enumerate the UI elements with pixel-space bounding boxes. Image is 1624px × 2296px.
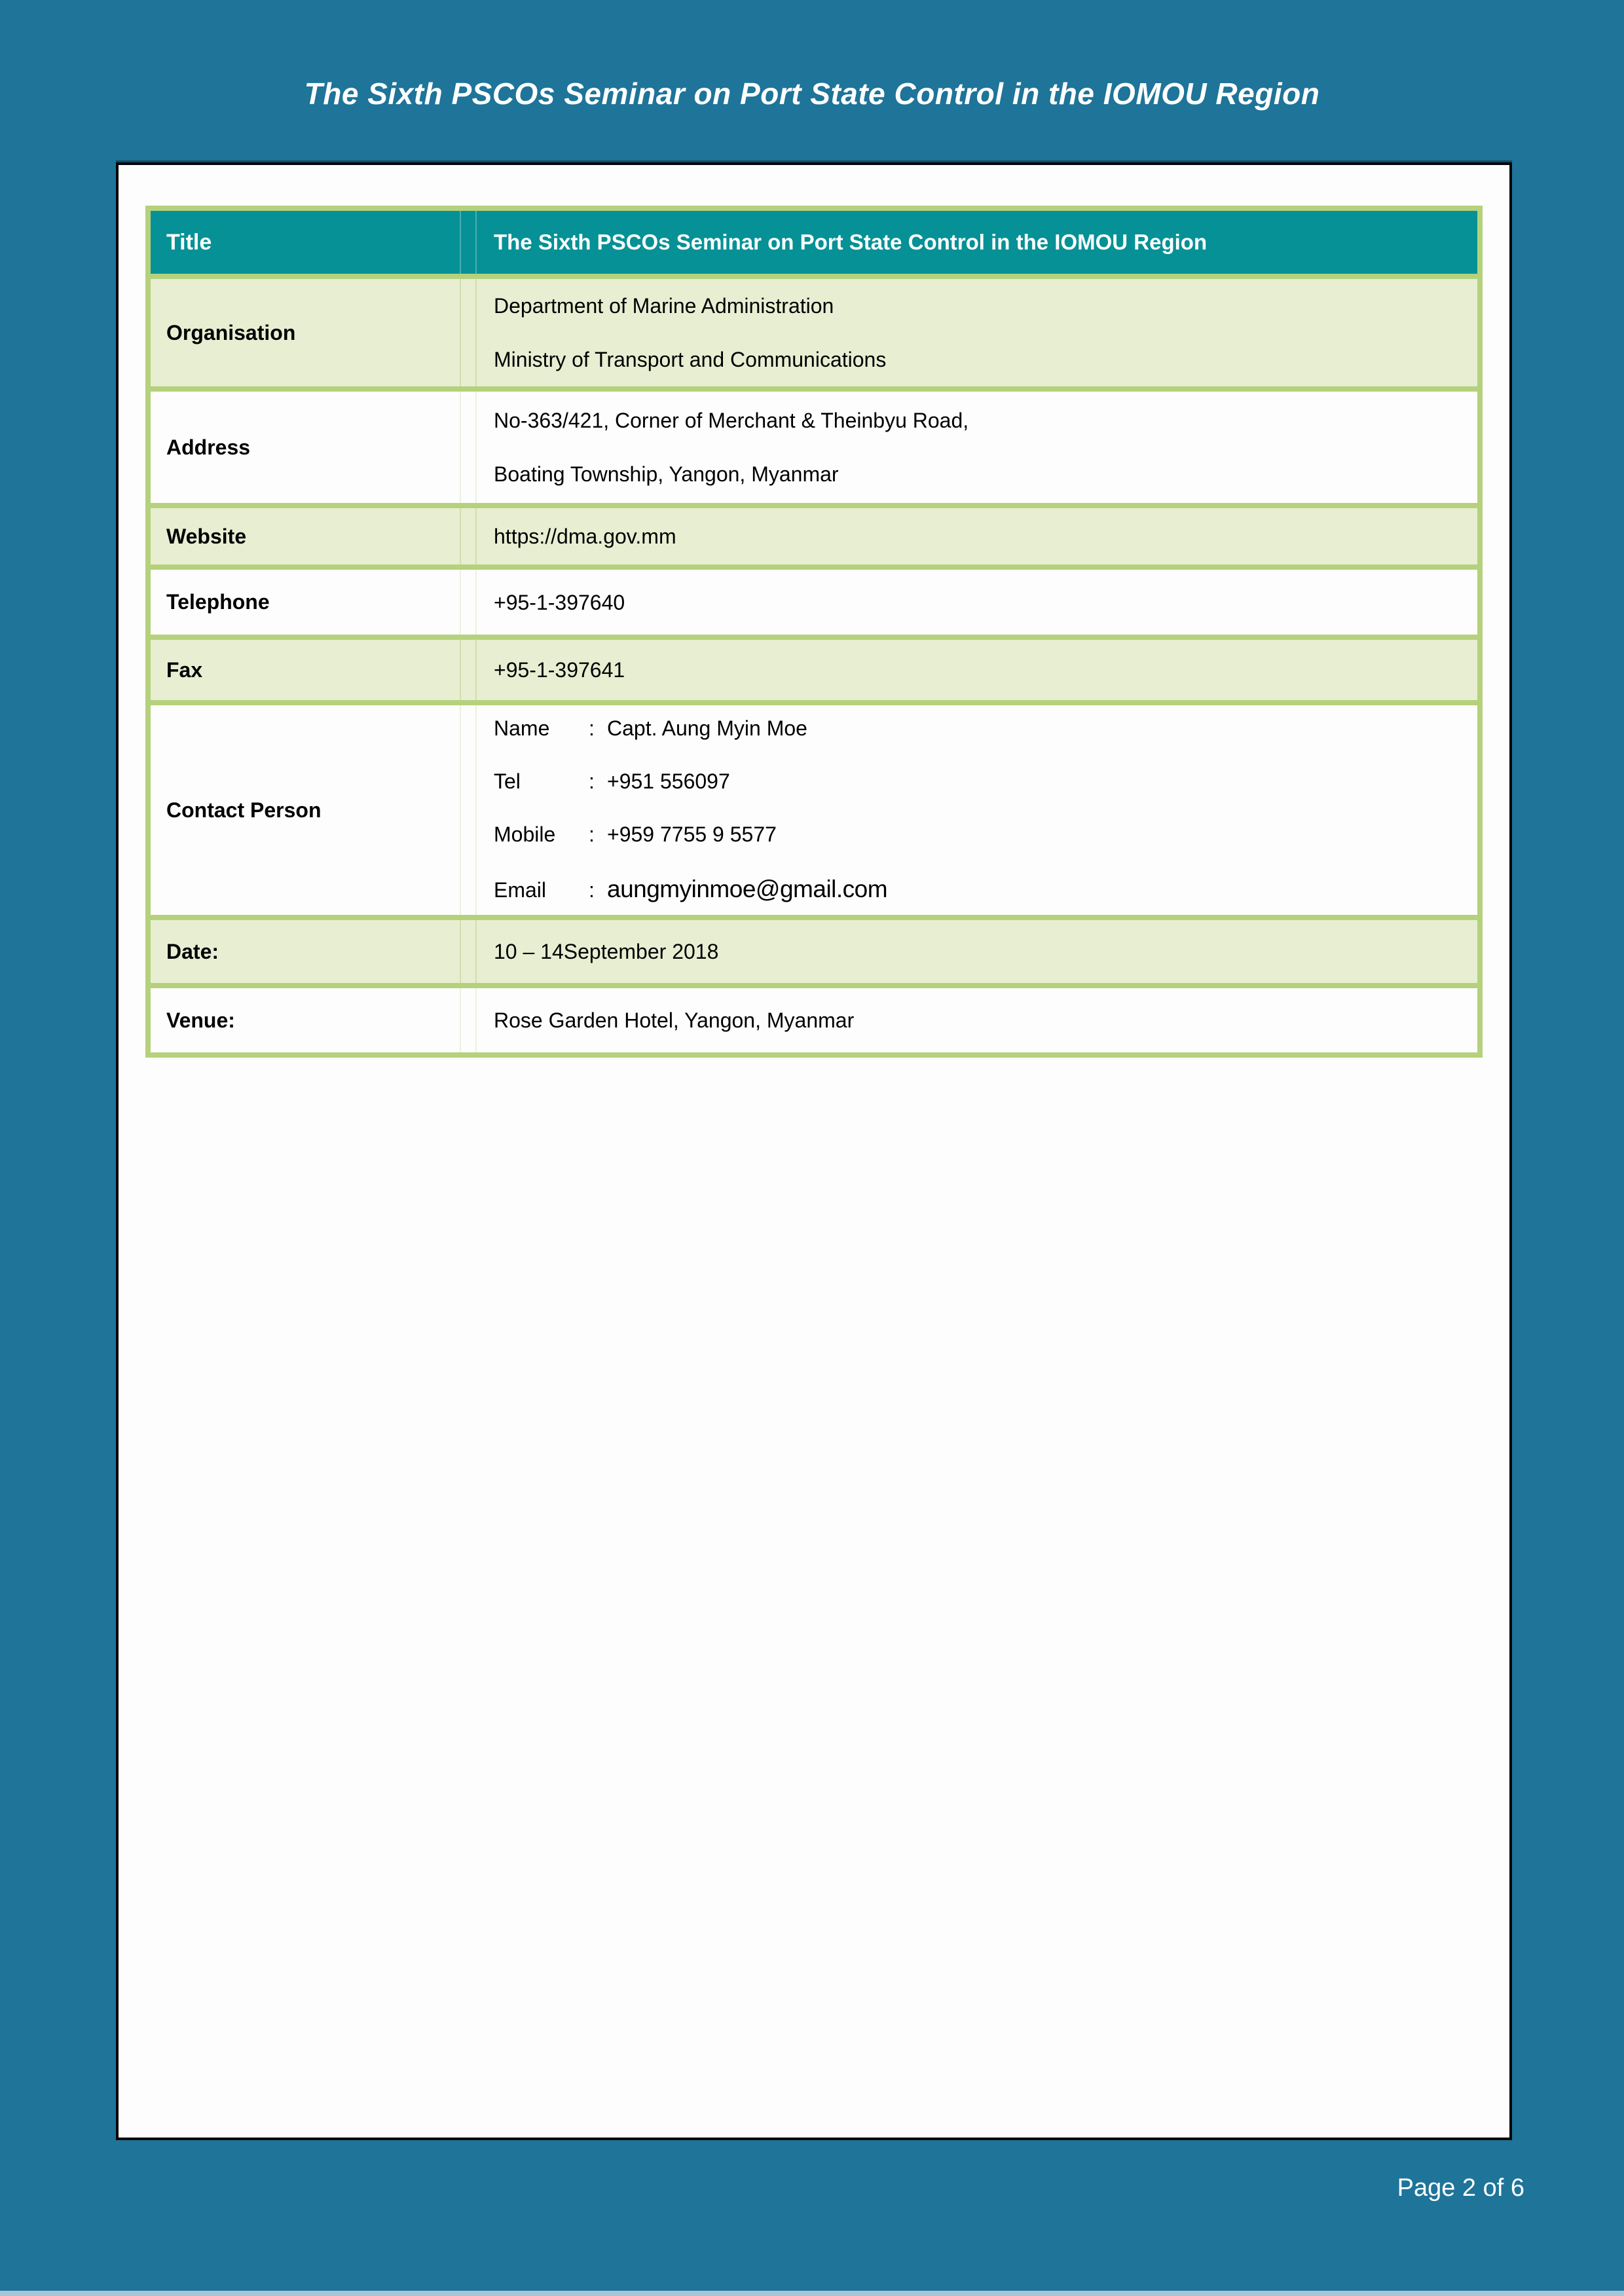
contact-field-name	[494, 715, 1464, 741]
value-line: No-363/421, Corner of Merchant & Theinbyu Road,	[494, 409, 969, 432]
column-divider	[461, 988, 477, 1052]
row-value	[477, 988, 1477, 1052]
table-row-address	[151, 386, 1477, 503]
table-row-contact-person	[151, 700, 1477, 915]
field-colon: :	[589, 716, 595, 741]
bottom-edge-strip	[0, 2291, 1624, 2296]
row-label: Date:	[151, 920, 461, 983]
field-key: Email	[494, 878, 547, 902]
field-value: aungmyinmoe@gmail.com	[607, 876, 888, 903]
field-key: Mobile	[494, 823, 556, 847]
row-label: Website	[151, 508, 461, 565]
row-label: Fax	[151, 640, 461, 700]
table-row-organisation	[151, 274, 1477, 386]
contact-field-mobile	[494, 821, 1464, 847]
document-banner-title: The Sixth PSCOs Seminar on Port State Control in the IOMOU Region	[304, 77, 1320, 111]
table-row-website	[151, 503, 1477, 565]
field-value: +959 7755 9 5577	[607, 823, 777, 847]
row-label: Venue:	[151, 988, 461, 1052]
value-line: Rose Garden Hotel, Yangon, Myanmar	[494, 1009, 855, 1032]
website-url-text: https://dma.gov.mm	[494, 525, 676, 548]
contact-field-email	[494, 874, 1464, 904]
column-divider	[461, 508, 477, 565]
value-line: +95-1-397640	[494, 590, 625, 614]
row-value	[477, 279, 1477, 386]
value-line: +95-1-397641	[494, 658, 625, 682]
field-colon: :	[589, 823, 595, 847]
page-number-indicator: Page 2 of 6	[1397, 2174, 1524, 2202]
field-value: +951 556097	[607, 769, 730, 794]
table-row-date	[151, 915, 1477, 983]
table-row-fax	[151, 635, 1477, 700]
row-value	[477, 920, 1477, 983]
field-value: Capt. Aung Myin Moe	[607, 716, 807, 741]
table-row-telephone	[151, 565, 1477, 635]
row-value	[477, 705, 1477, 915]
field-key: Tel	[494, 769, 521, 794]
row-label: Organisation	[151, 279, 461, 386]
row-label: Contact Person	[151, 705, 461, 915]
table-row-venue	[151, 983, 1477, 1052]
row-label: Title	[151, 211, 461, 274]
row-value	[477, 640, 1477, 700]
field-key: Name	[494, 716, 550, 741]
value-line: Boating Township, Yangon, Myanmar	[494, 462, 839, 486]
title-value-text: The Sixth PSCOs Seminar on Port State Control in the IOMOU Region	[494, 230, 1208, 255]
column-divider	[461, 640, 477, 700]
column-divider	[461, 211, 477, 274]
table-row-title	[151, 211, 1477, 274]
value-line: 10 – 14September 2018	[494, 940, 719, 963]
row-value	[477, 211, 1477, 274]
column-divider	[461, 705, 477, 915]
contact-field-tel	[494, 768, 1464, 794]
field-colon: :	[589, 878, 595, 902]
column-divider	[461, 279, 477, 386]
document-page	[116, 162, 1512, 2140]
field-colon: :	[589, 769, 595, 794]
column-divider	[461, 392, 477, 503]
column-divider	[461, 920, 477, 983]
value-line: Ministry of Transport and Communications	[494, 348, 887, 371]
seminar-info-table	[145, 206, 1483, 1058]
column-divider	[461, 570, 477, 635]
row-label: Address	[151, 392, 461, 503]
row-value	[477, 570, 1477, 635]
row-value	[477, 508, 1477, 565]
row-label: Telephone	[151, 570, 461, 635]
row-value	[477, 392, 1477, 503]
value-line: Department of Marine Administration	[494, 294, 834, 318]
